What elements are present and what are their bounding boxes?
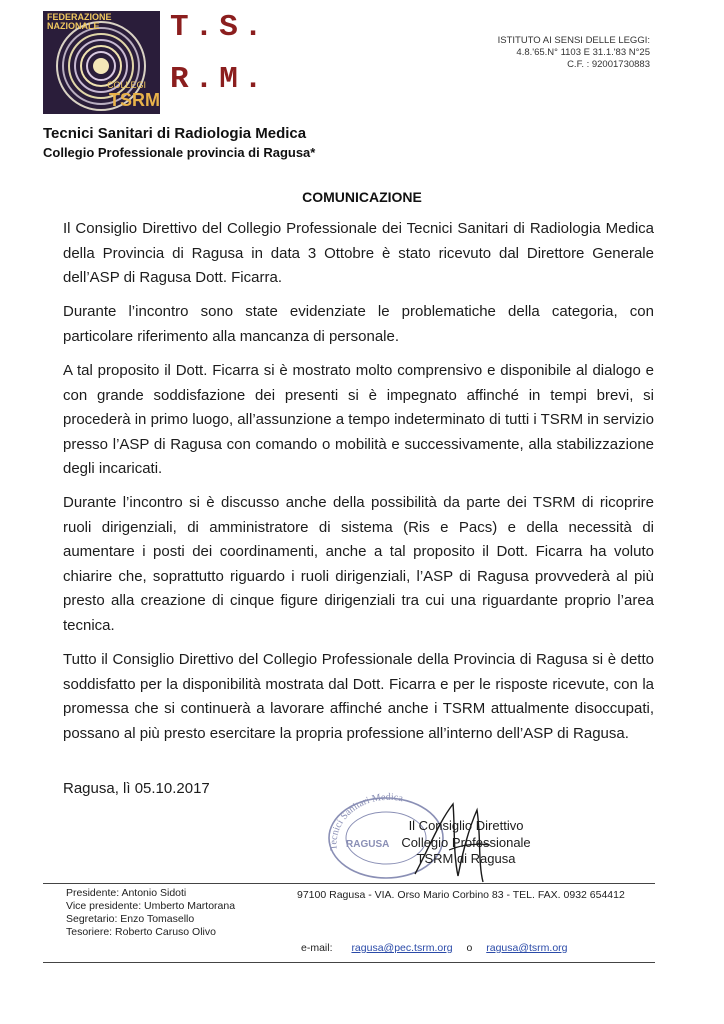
email-separator: o — [466, 942, 473, 954]
email-contacts — [301, 942, 568, 954]
paragraph-3: A tal proposito il Dott. Ficarra si è mostrato molto comprensivo e disponibile al dialogo e con grande soddisfazione dei presenti si è impegnato affinché in tempi brevi, si procederà in primo luogo, all’assunzione a tempo indeterminato di tutti i TSRM in servizio presso l’ASP di Ragusa con comando o mobilità e successivamente, alla stabilizzazione degli incaricati. — [63, 362, 654, 477]
dateline: Ragusa, lì 05.10.2017 — [63, 780, 210, 797]
paragraph-2: Durante l’incontro sono state evidenziate le problematiche della categoria, con particolare riferimento alla mancanza di personale. — [63, 303, 654, 345]
college-logo — [43, 11, 160, 114]
document-title: COMUNICAZIONE — [302, 189, 422, 205]
paragraph-5: Tutto il Consiglio Direttivo del Collegio Professionale della Provincia di Ragusa si è detto soddisfatto per la disponibilità mostrata dal Dott. Ficarra e per le risposte ricevute, con la promessa che si continuerà a lavorare affinché anche i TSRM attualmente disoccupati, possano al più presto esercitare la propria professione all’interno dell’ASP di Ragusa. — [63, 651, 654, 742]
legal-line-1: ISTITUTO AI SENSI DELLE LEGGI: — [497, 35, 650, 46]
footer-divider-top — [43, 883, 655, 884]
email-main-link[interactable]: ragusa@tsrm.org — [486, 942, 568, 954]
officer-vice-president: Vice presidente: Umberto Martorana — [66, 900, 236, 912]
officers-list — [66, 887, 235, 939]
tax-code-line: C.F. : 92001730883 — [567, 59, 650, 70]
logo-text-bottom: TSRM — [109, 90, 160, 110]
legal-info — [498, 35, 650, 71]
logo-text-top: FEDERAZIONE NAZIONALE — [47, 12, 112, 31]
stamp-center-text: RAGUSA — [346, 839, 390, 850]
paragraph-1: Il Consiglio Direttivo del Collegio Professionale dei Tecnici Sanitari di Radiologia Medica della Provincia di Ragusa in data 3 Ottobre è stato ricevuto dal Direttore Generale dell’ASP di Ragusa Dott. Ficarra. — [63, 220, 654, 286]
signature-line-1: Il Consiglio Direttivo — [408, 818, 524, 833]
email-pec-link[interactable]: ragusa@pec.tsrm.org — [351, 942, 453, 954]
officer-secretary: Segretario: Enzo Tomasello — [66, 913, 195, 925]
officer-president: Presidente: Antonio Sidoti — [66, 887, 187, 899]
brand-line-1: T.S. — [170, 10, 269, 45]
address-line: 97100 Ragusa - VIA. Orso Mario Corbino 83 - TEL. FAX. 0932 654412 — [297, 889, 625, 901]
logo-text-mid: COLLEGI — [107, 80, 147, 90]
organization-subtitle: Collegio Professionale provincia di Ragusa* — [43, 145, 316, 160]
legal-line-2: 4.8.'65.N° 1103 E 31.1.'83 N°25 — [516, 47, 650, 58]
officer-treasurer: Tesoriere: Roberto Caruso Olivo — [66, 926, 216, 938]
signature-line-3: TSRM di Ragusa — [416, 851, 516, 866]
paragraph-4: Durante l’incontro si è discusso anche della possibilità da parte dei TSRM di ricoprire ruoli dirigenziali, di amministratore di sistema (Ris e Pacs) e della necessità di aumentare i posti dei coordinamenti, anche a tal proposito il Dott. Ficarra ha voluto chiarire che, soprattutto riguardo i ruoli dirigenziali, l’ASP di Ragusa provvederà al più presto alla creazione di cinque figure dirigenziali tra cui una riguardante proprio l’area tecnica. — [63, 494, 654, 634]
organization-name: Tecnici Sanitari di Radiologia Medica — [43, 125, 307, 142]
email-label: e-mail: — [301, 942, 333, 954]
footer-divider-bottom — [43, 962, 655, 963]
signature-block — [390, 818, 542, 868]
stamp-ring-text: Tecnici Sanitari Medica — [328, 791, 404, 851]
signature-line-2: Collegio Professionale — [401, 834, 531, 850]
brand-line-2: R.M. — [170, 62, 269, 97]
